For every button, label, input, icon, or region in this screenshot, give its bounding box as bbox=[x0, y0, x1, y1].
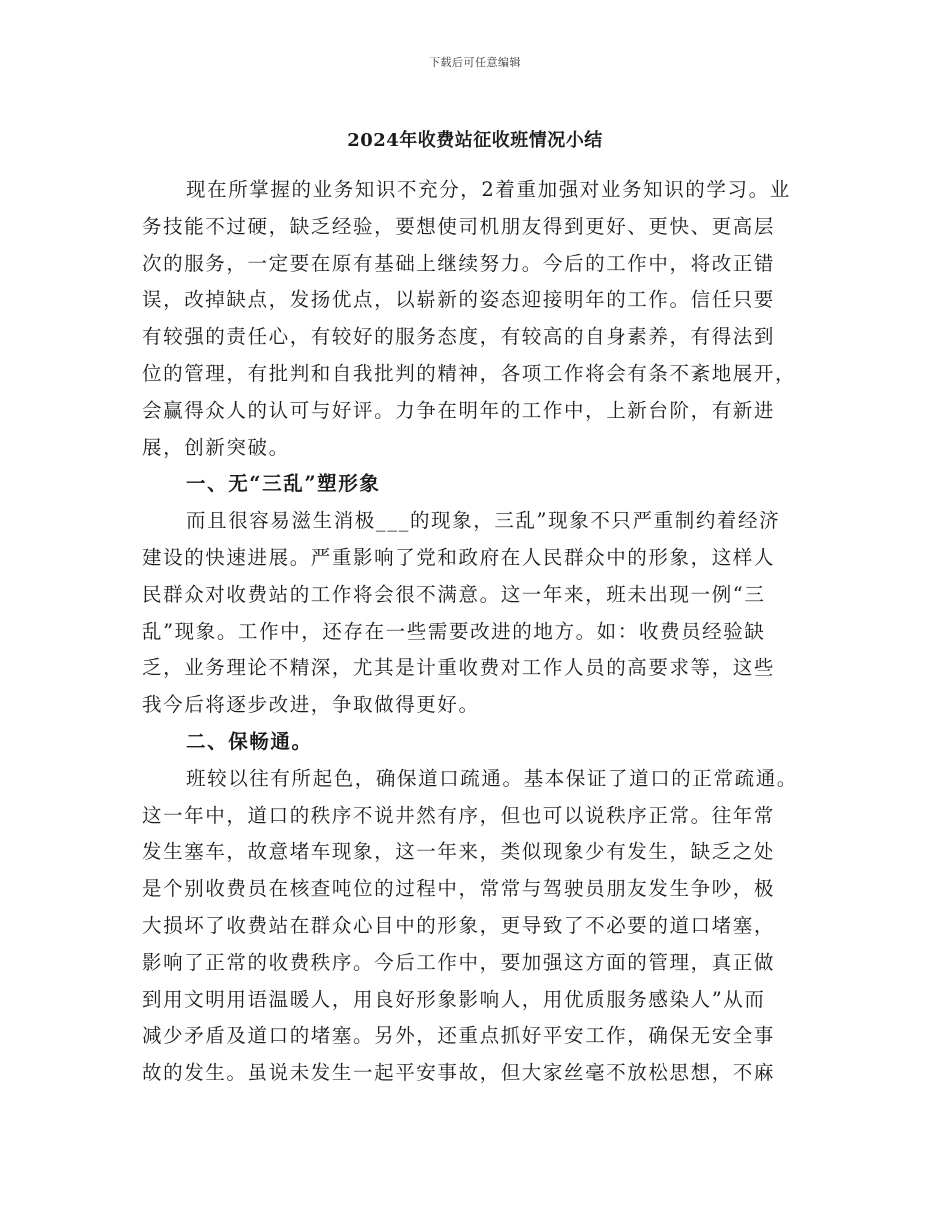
body-text-line: 次的服务，一定要在原有基础上继续努力。今后的工作中，将改正错 bbox=[142, 251, 776, 275]
body-text-line: 乏，业务理论不精深，尤其是计重收费对工作人员的高要求等，这些 bbox=[142, 656, 776, 680]
body-text-line: 到用文明用语温暖人，用良好形象影响人，用优质服务感染人”从而 bbox=[142, 987, 766, 1011]
document-title: 2024年收费站征收班情况小结 bbox=[347, 130, 603, 151]
body-text-line: 班较以往有所起色，确保道口疏通。基本保证了道口的正常疏通。 bbox=[186, 766, 798, 790]
body-text-line: 展，创新突破。 bbox=[142, 435, 290, 459]
header-note: 下载后可任意编辑 bbox=[429, 56, 521, 69]
body-text-line: 建设的快速进展。严重影响了党和政府在人民群众中的形象，这样人 bbox=[142, 545, 776, 569]
section-heading: 二、保畅通。 bbox=[186, 729, 313, 753]
body-text-line: 而且很容易滋生消极___的现象，三乱”现象不只严重制约着经济 bbox=[186, 509, 781, 533]
body-text-line: 务技能不过硬，缺乏经验，要想使司机朋友得到更好、更快、更高层 bbox=[142, 214, 776, 238]
section-heading: 一、无“三乱”塑形象 bbox=[186, 472, 381, 496]
body-text-line: 是个别收费员在核查吨位的过程中，常常与驾驶员朋友发生争吵，极 bbox=[142, 877, 776, 901]
body-text-line: 误，改掉缺点，发扬优点，以崭新的姿态迎接明年的工作。信任只要 bbox=[142, 288, 776, 312]
body-text-line: 影响了正常的收费秩序。今后工作中，要加强这方面的管理，真正做 bbox=[142, 950, 776, 974]
body-text-line: 位的管理，有批判和自我批判的精神，各项工作将会有条不紊地展开， bbox=[142, 361, 797, 385]
body-text-line: 大损坏了收费站在群众心目中的形象，更导致了不必要的道口堵塞， bbox=[142, 913, 776, 937]
body-text-line: 我今后将逐步改进，争取做得更好。 bbox=[142, 693, 480, 717]
body-text-line: 现在所掌握的业务知识不充分，2着重加强对业务知识的学习。业 bbox=[186, 178, 791, 201]
body-text-line: 民群众对收费站的工作将会很不满意。这一年来，班未出现一例“三 bbox=[142, 582, 766, 606]
body-text-line: 有较强的责任心，有较好的服务态度，有较高的自身素养，有得法到 bbox=[142, 325, 776, 349]
body-text-line: 发生塞车，故意堵车现象，这一年来，类似现象少有发生，缺乏之处 bbox=[142, 840, 776, 864]
body-text-line: 会赢得众人的认可与好评。力争在明年的工作中，上新台阶，有新进 bbox=[142, 398, 776, 422]
body-text-line: 这一年中，道口的秩序不说井然有序，但也可以说秩序正常。往年常 bbox=[142, 803, 776, 827]
body-text-line: 减少矛盾及道口的堵塞。另外，还重点抓好平安工作，确保无安全事 bbox=[142, 1024, 776, 1048]
body-text-line: 乱”现象。工作中，还存在一些需要改进的地方。如：收费员经验缺 bbox=[142, 619, 766, 643]
body-text-line: 故的发生。虽说未发生一起平安事故，但大家丝毫不放松思想，不麻 bbox=[142, 1061, 776, 1085]
document-body bbox=[142, 172, 812, 1092]
